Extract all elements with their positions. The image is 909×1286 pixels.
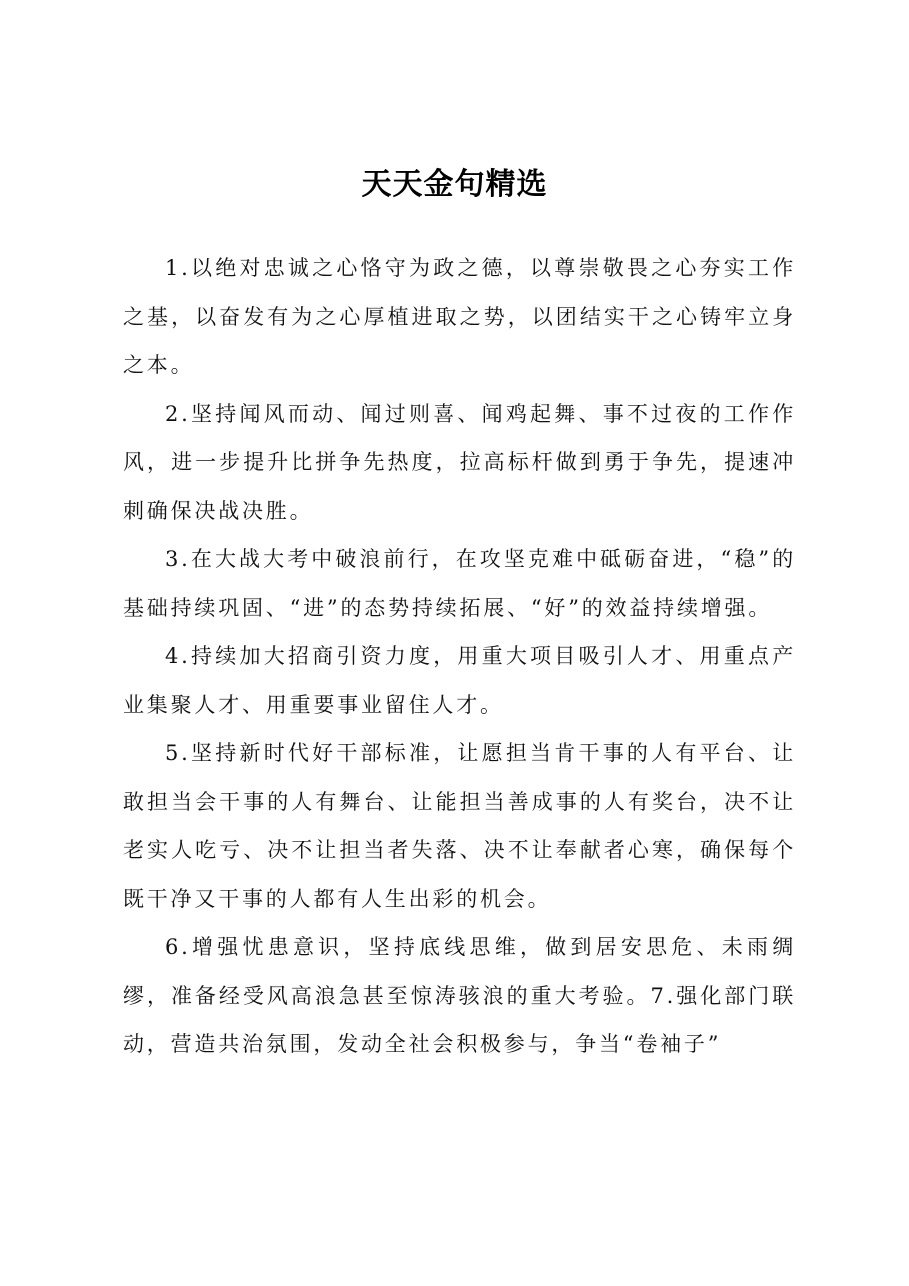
paragraph-3: 3.在大战大考中破浪前行，在攻坚克难中砥砺奋进，“稳”的基础持续巩固、“进”的态势持续拓展、“好”的效益持续增强。 (123, 547, 796, 620)
document-body (123, 244, 796, 1069)
document-title: 天天金句精选 (361, 167, 548, 202)
paragraph-1: 1.以绝对忠诚之心恪守为政之德，以尊崇敬畏之心夯实工作之基，以奋发有为之心厚植进取之势，以团结实干之心铸牢立身之本。 (123, 256, 796, 377)
paragraph-6: 6.增强忧患意识，坚持底线思维，做到居安思危、未雨绸缪，准备经受风高浪急甚至惊涛骇浪的重大考验。7.强化部门联动，营造共治氛围，发动全社会积极参与，争当“卷袖子” (123, 935, 796, 1056)
paragraph-5: 5.坚持新时代好干部标准，让愿担当肯干事的人有平台、让敢担当会干事的人有舞台、让能担当善成事的人有奖台，决不让老实人吃亏、决不让担当者失落、决不让奉献者心寒，确保每个既干净又干事的人都有人生出彩的机会。 (123, 741, 796, 911)
paragraph-2: 2.坚持闻风而动、闻过则喜、闻鸡起舞、事不过夜的工作作风，进一步提升比拼争先热度，拉高标杆做到勇于争先，提速冲刺确保决战决胜。 (123, 401, 796, 523)
paragraph-4: 4.持续加大招商引资力度，用重大项目吸引人才、用重点产业集聚人才、用重要事业留住人才。 (123, 644, 796, 717)
